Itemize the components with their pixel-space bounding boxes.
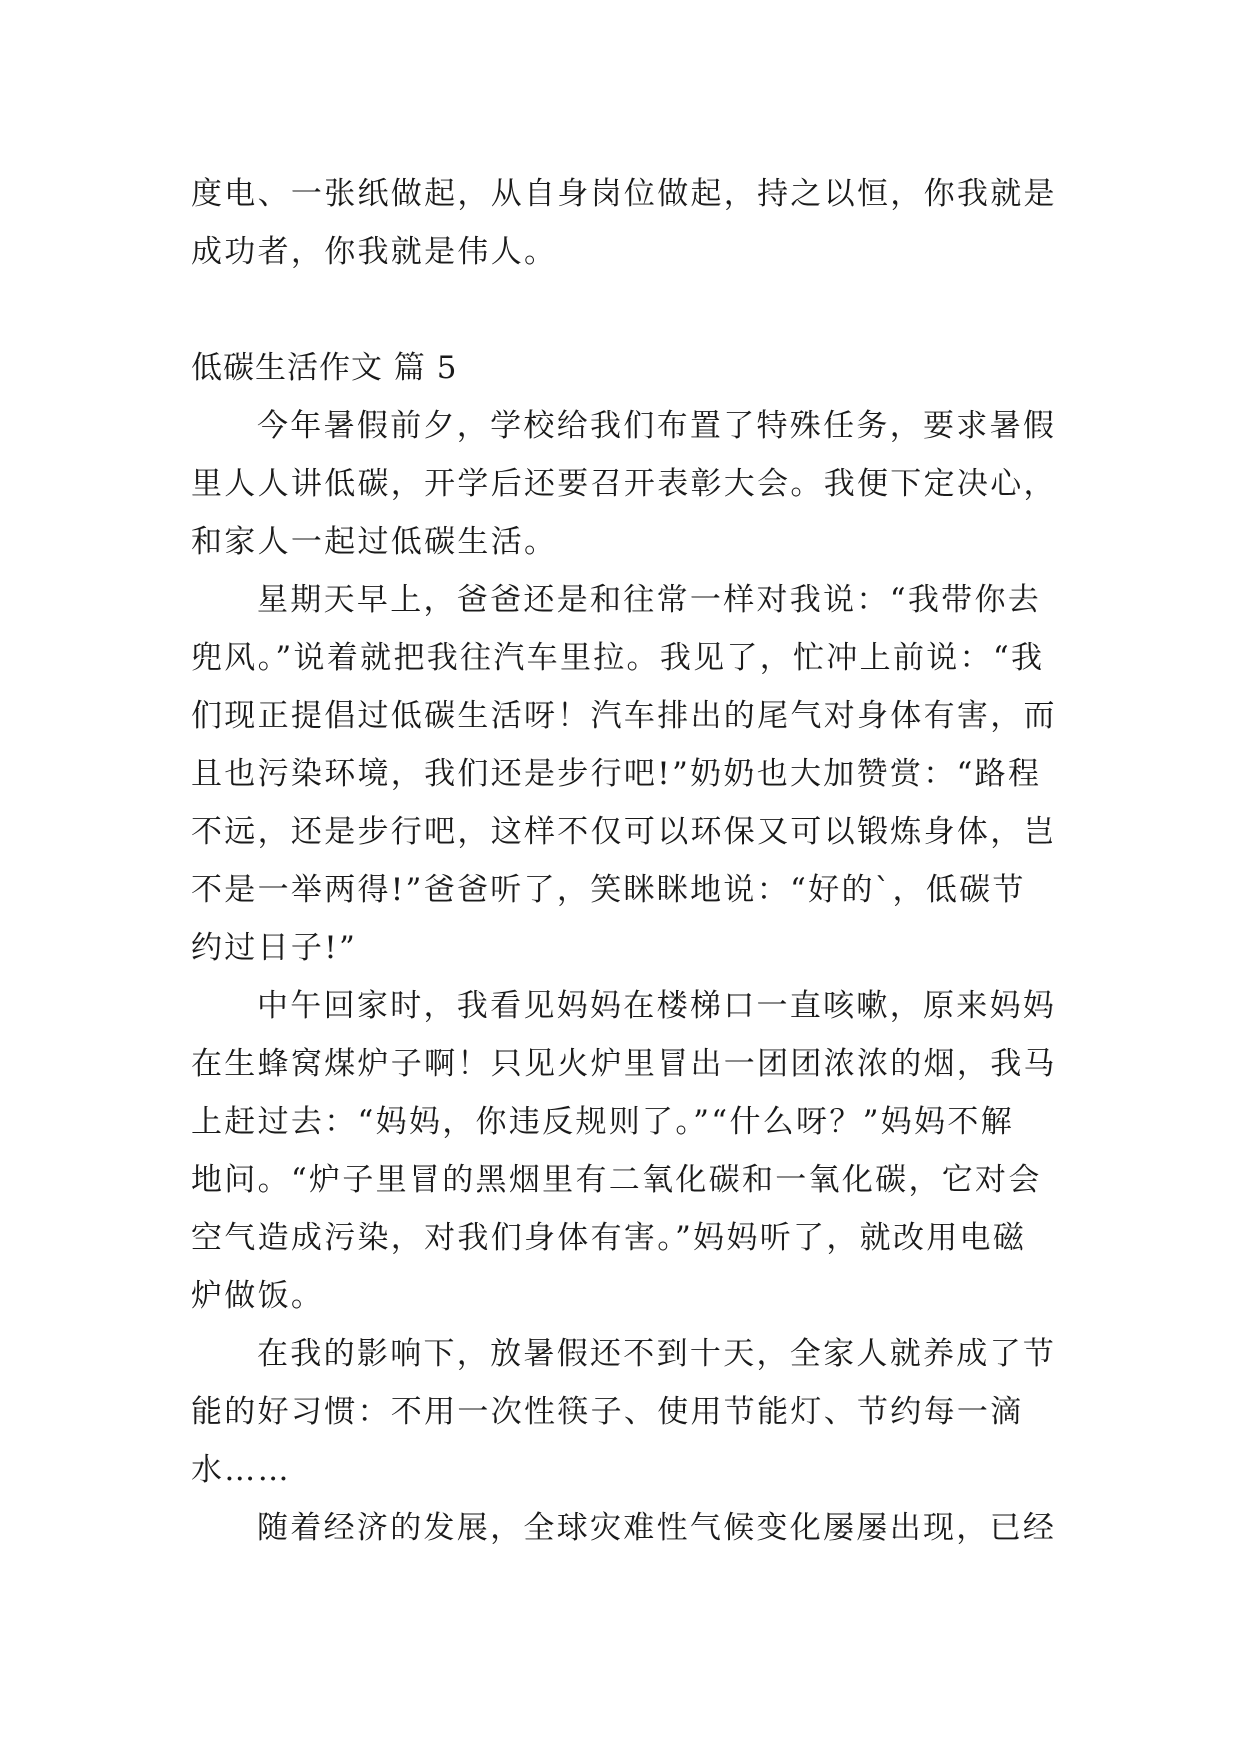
paragraph-line: 中午回家时，我看见妈妈在楼梯口一直咳嗽，原来妈妈 — [257, 988, 1057, 1024]
paragraph-line: 不是一举两得!”爸爸听了，笑眯眯地说：“好的`，低碳节 — [191, 872, 1026, 908]
paragraph-line: 水…… — [191, 1452, 291, 1488]
paragraph-line: 兜风。”说着就把我往汽车里拉。我见了，忙冲上前说：“我 — [191, 640, 1045, 676]
paragraph-line: 随着经济的发展，全球灾难性气候变化屡屡出现，已经 — [257, 1510, 1057, 1546]
paragraph-line: 不远，还是步行吧，这样不仅可以环保又可以锻炼身体，岂 — [191, 814, 1057, 850]
paragraph-line: 星期天早上，爸爸还是和往常一样对我说：“我带你去 — [257, 582, 1042, 618]
paragraph-line: 炉做饭。 — [191, 1278, 325, 1314]
blank-line — [191, 281, 1051, 339]
paragraph-line: 且也污染环境，我们还是步行吧!”奶奶也大加赞赏：“路程 — [191, 756, 1042, 792]
paragraph-line: 在生蜂窝煤炉子啊！只见火炉里冒出一团团浓浓的烟，我马 — [191, 1046, 1057, 1082]
paragraph-line: 能的好习惯：不用一次性筷子、使用节能灯、节约每一滴 — [191, 1394, 1024, 1430]
paragraph-line: 和家人一起过低碳生活。 — [191, 524, 558, 560]
paragraph-line: 上赶过去：“妈妈，你违反规则了。”“什么呀？”妈妈不解 — [191, 1104, 1014, 1140]
paragraph-line: 里人人讲低碳，开学后还要召开表彰大会。我便下定决心， — [191, 466, 1057, 502]
paragraph-line: 今年暑假前夕，学校给我们布置了特殊任务，要求暑假 — [257, 408, 1057, 444]
paragraph-line: 们现正提倡过低碳生活呀！汽车排出的尾气对身体有害，而 — [191, 698, 1057, 734]
intro-line: 成功者，你我就是伟人。 — [191, 234, 558, 270]
paragraph-line: 在我的影响下，放暑假还不到十天，全家人就养成了节 — [257, 1336, 1057, 1372]
document-body — [191, 165, 1057, 1557]
paragraph-line: 地问。“炉子里冒的黑烟里有二氧化碳和一氧化碳，它对会 — [191, 1162, 1042, 1198]
intro-line: 度电、一张纸做起，从自身岗位做起，持之以恒，你我就是 — [191, 176, 1057, 212]
paragraph-line: 约过日子!” — [191, 930, 358, 966]
paragraph-line: 空气造成污染，对我们身体有害。”妈妈听了，就改用电磁 — [191, 1220, 1027, 1256]
section-title: 低碳生活作文 篇 5 — [191, 350, 458, 386]
